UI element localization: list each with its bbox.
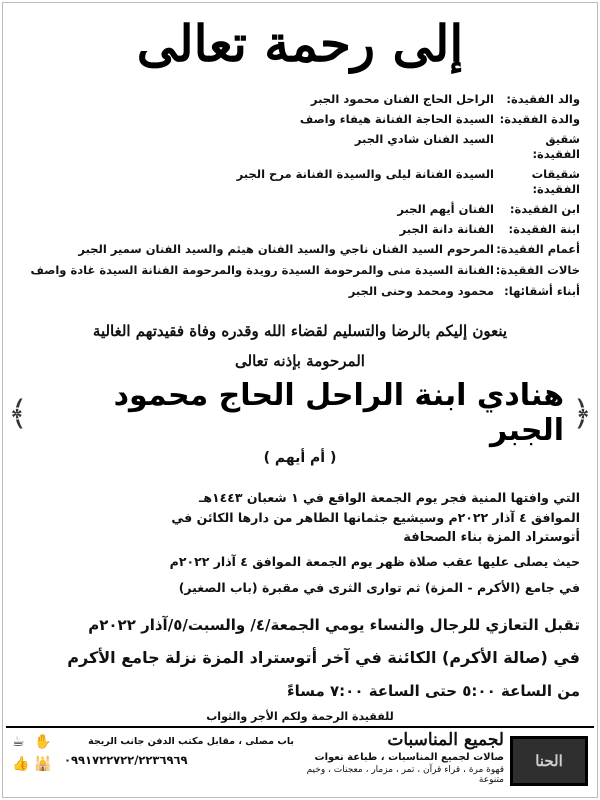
condolence-days: تقبل التعازي للرجال والنساء يومي الجمعة/٤/ والسبت/٥/آذار ٢٠٢٢م <box>88 616 580 634</box>
family-value: الفنانة دانة الجبر <box>399 222 494 236</box>
condolence-line: ينعون إليكم بالرضا والتسليم لقضاء الله وقدره وفاة فقيدتهم الغالية <box>92 322 508 340</box>
family-value: المرحوم السيد الفنان ناجي والسيد الفنان هيثم والسيد الفنان سمير الجبر <box>78 242 494 256</box>
brand-subtitle: صالات لجميع المناسبات ، طباعة نعوات <box>314 752 504 763</box>
marhuma-line: المرحومة بإذنه تعالى <box>235 352 365 370</box>
cup-icon: ☕ <box>12 734 25 750</box>
family-label: والدة الفقيدة: <box>499 112 580 126</box>
bracket-ornament-icon: ﴾ <box>8 393 28 434</box>
brand-services: قهوة مرة ، قراء قرآن ، تمر ، مزمار ، معجنات ، وخيم متنوعة <box>306 765 504 785</box>
family-row <box>15 167 580 197</box>
family-value: محمود ومحمد وحنى الجبر <box>348 284 494 298</box>
family-label: خالات الفقيدة: <box>495 263 580 277</box>
family-row <box>15 284 580 299</box>
family-row <box>15 263 580 278</box>
address-text: باب مصلى ، مقابل مكتب الدفن جانب الريجة <box>88 736 294 747</box>
burial-text: في جامع (الأكرم - المزة) ثم توارى الثرى في مقبرة (باب الصغير) <box>178 580 580 595</box>
death-date-text: التي وافتها المنية فجر يوم الجمعة الواقع في ١ شعبان ١٤٤٣هـ <box>199 490 580 505</box>
family-label: أعمام الفقيدة: <box>496 242 580 256</box>
family-list <box>15 92 580 304</box>
phone-text: ٠٩٩١٧٢٢٧٢٢/٢٢٣٦٩٦٩ <box>64 753 188 767</box>
family-row <box>15 132 580 162</box>
brand-title: لجميع المناسبات <box>387 730 504 750</box>
family-label: شقيقات الفقيدة: <box>531 167 580 196</box>
contact-block <box>64 736 294 767</box>
family-value: الراحل الحاج الفنان محمود الجبر <box>310 92 494 106</box>
footer-ad <box>6 726 594 796</box>
family-row <box>15 242 580 257</box>
family-label: ابن الفقيدة: <box>509 202 580 216</box>
family-value: السيد الفنان شادي الجبر <box>354 132 494 146</box>
umm-label: ( أم أيهم ) <box>263 450 337 466</box>
thumb-icon: 👍 <box>12 756 30 772</box>
closing-prayer: للفقيدة الرحمة ولكم الأجر والثواب <box>206 710 394 723</box>
family-label: شقيق الفقيدة: <box>532 132 580 161</box>
bracket-ornament-icon: ﴿ <box>572 393 592 434</box>
deceased-name: هنادي ابنة الراحل الحاج محمود الجبر <box>113 378 565 448</box>
family-value: الفنانة السيدة منى والمرحومة السيدة رويدة والمرحومة الفنانة السيدة غادة واصف <box>30 263 494 277</box>
mosque-icon: 🕌 <box>34 756 52 772</box>
condolence-venue: في (صالة الأكرم) الكائنة في آخر أتوستراد المزة نزلة جامع الأكرم <box>67 648 580 667</box>
family-row <box>15 222 580 237</box>
condolence-hours: من الساعة ٥:٠٠ حتى الساعة ٧:٠٠ مساءً <box>286 682 580 700</box>
hand-icon: ✋ <box>34 734 52 750</box>
family-label: والد الفقيدة: <box>506 92 580 106</box>
company-logo: الحنا <box>510 736 588 786</box>
deceased-name-banner <box>0 378 600 448</box>
prayer-text: حيث يصلى عليها عقب صلاة ظهر يوم الجمعة الموافق ٤ آذار ٢٠٢٢م <box>169 554 580 569</box>
family-value: السيدة الفنانة ليلى والسيدة الفنانة مرح الجبر <box>236 167 494 181</box>
funeral-location: أتوستراد المزة بناء الصحافة <box>403 530 580 545</box>
brand-block <box>304 730 504 790</box>
funeral-text: الموافق ٤ آذار ٢٠٢٢م وسيشيع جثمانها الطاهر من دارها الكائن في <box>171 510 580 525</box>
family-value: الفنان أيهم الجبر <box>397 202 494 216</box>
family-label: ابنة الفقيدة: <box>508 222 580 236</box>
family-row <box>15 92 580 107</box>
family-value: السيدة الحاجة الفنانة هيفاء واصف <box>299 112 494 126</box>
page-title: إلى رحمة تعالى <box>136 13 464 73</box>
family-row <box>15 112 580 127</box>
family-row <box>15 202 580 217</box>
service-icons <box>10 734 60 788</box>
family-label: أبناء أشقائها: <box>504 284 580 298</box>
